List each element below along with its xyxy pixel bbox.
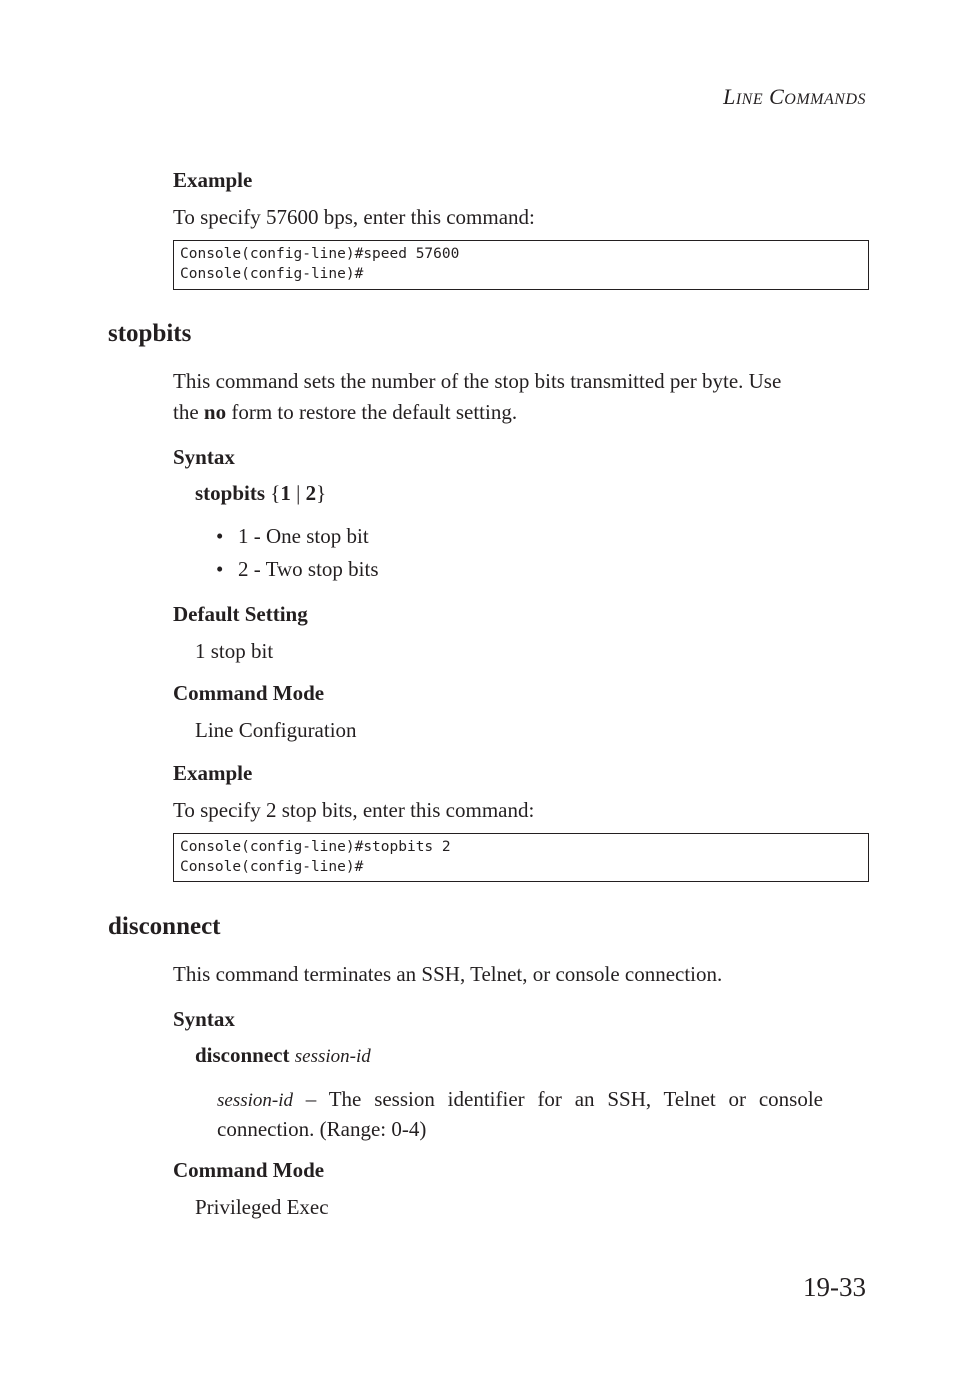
speed-example-heading: Example bbox=[173, 168, 253, 192]
no-keyword: no bbox=[203, 400, 227, 424]
stopbits-example-text: To specify 2 stop bits, enter this command: bbox=[173, 798, 535, 822]
code-line: Console(config-line)#speed 57600 bbox=[180, 246, 460, 262]
running-head-initial-l: L bbox=[723, 84, 736, 109]
bullet-icon: • bbox=[216, 524, 224, 548]
stopbits-desc-line1: This command sets the number of the stop bits transmitted per byte. Use bbox=[173, 369, 782, 393]
stopbits-syntax bbox=[195, 481, 326, 506]
list-item bbox=[216, 557, 379, 590]
stopbits-mode-heading: Command Mode bbox=[173, 681, 325, 705]
desc-text: the bbox=[173, 400, 204, 424]
syntax-command: stopbits bbox=[195, 481, 266, 505]
stopbits-title: stopbits bbox=[108, 320, 192, 347]
desc-text: form to restore the default setting. bbox=[226, 400, 518, 424]
stopbits-code-block bbox=[173, 833, 869, 882]
default-setting-heading: Default Setting bbox=[173, 602, 308, 626]
stopbits-options-list bbox=[216, 524, 379, 590]
default-setting-value: 1 stop bit bbox=[195, 639, 274, 663]
stopbits-mode-value: Line Configuration bbox=[195, 718, 357, 742]
stopbits-example-heading: Example bbox=[173, 761, 253, 785]
running-head-smallcaps-ine: INE bbox=[735, 91, 764, 108]
code-line: Console(config-line)#stopbits 2 bbox=[180, 839, 451, 855]
code-line: Console(config-line)# bbox=[180, 858, 364, 875]
disconnect-desc: This command terminates an SSH, Telnet, or console connection. bbox=[173, 962, 723, 986]
bullet-text: 1 - One stop bit bbox=[238, 524, 369, 548]
stopbits-syntax-heading: Syntax bbox=[173, 445, 235, 469]
code-line: Console(config-line)# bbox=[180, 265, 364, 282]
session-id-description bbox=[217, 1085, 823, 1144]
disconnect-title: disconnect bbox=[108, 913, 221, 940]
list-item bbox=[216, 524, 379, 557]
syntax-separator: | bbox=[290, 481, 306, 505]
stopbits-desc-line2 bbox=[173, 397, 517, 428]
syntax-parameter: session-id bbox=[294, 1046, 371, 1067]
running-head-initial-c: C bbox=[769, 84, 785, 109]
parameter-name: session-id bbox=[217, 1090, 293, 1111]
syntax-brace: } bbox=[316, 481, 327, 505]
syntax-option: 2 bbox=[305, 481, 317, 505]
running-head-smallcaps-ommands: OMMANDS bbox=[784, 91, 866, 108]
disconnect-syntax-heading: Syntax bbox=[173, 1007, 235, 1031]
bullet-icon: • bbox=[216, 557, 224, 581]
parameter-text: – The session identifier for an SSH, Telnet or console connection. (Range: 0-4) bbox=[217, 1087, 823, 1141]
disconnect-syntax bbox=[195, 1043, 371, 1068]
syntax-command: disconnect bbox=[195, 1043, 290, 1067]
speed-example-text: To specify 57600 bps, enter this command: bbox=[173, 205, 535, 229]
speed-code-block bbox=[173, 240, 869, 290]
disconnect-mode-value: Privileged Exec bbox=[195, 1195, 329, 1219]
page-number: 19-33 bbox=[803, 1272, 866, 1302]
syntax-brace: { bbox=[265, 481, 281, 505]
syntax-option: 1 bbox=[280, 481, 291, 505]
running-header bbox=[723, 84, 866, 110]
bullet-text: 2 - Two stop bits bbox=[238, 557, 379, 581]
disconnect-mode-heading: Command Mode bbox=[173, 1158, 325, 1182]
